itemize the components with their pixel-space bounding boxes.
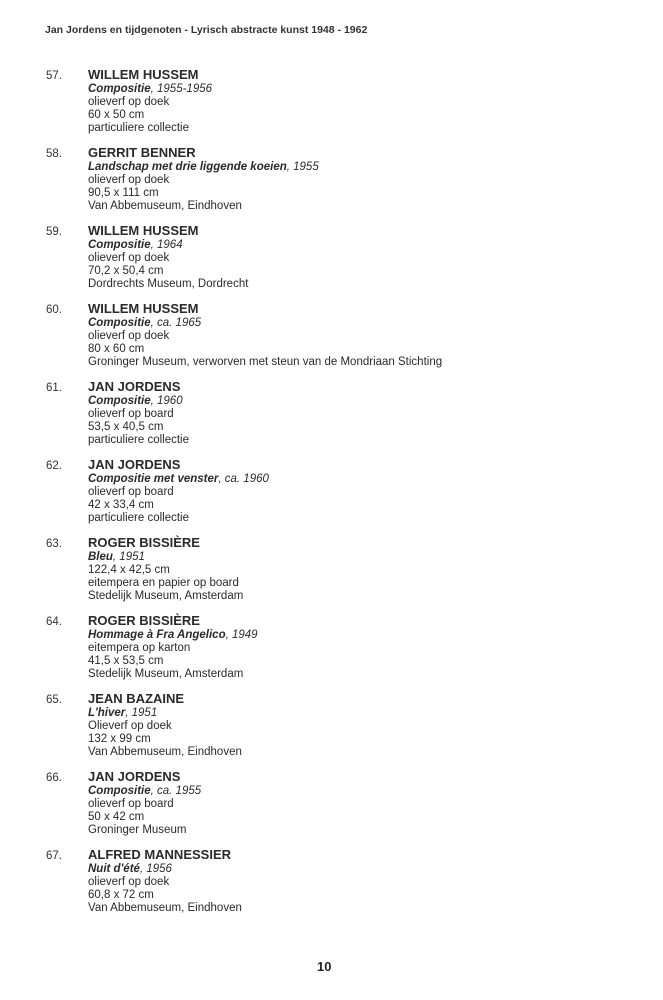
artwork-date: , ca. 1960 [218, 473, 269, 485]
artwork-detail: Stedelijk Museum, Amsterdam [88, 590, 244, 602]
entry-number: 58. [46, 148, 62, 160]
artwork-date: , 1955-1956 [150, 83, 213, 95]
catalogue-entry [0, 301, 663, 379]
entry-body [88, 379, 189, 447]
artwork-detail: Stedelijk Museum, Amsterdam [88, 668, 244, 680]
artwork-detail: olieverf op doek [88, 252, 170, 264]
page-header: Jan Jordens en tijdgenoten - Lyrisch abstracte kunst 1948 - 1962 [45, 24, 368, 36]
artwork-detail: Groninger Museum, verworven met steun van de Mondriaan Stichting [88, 356, 443, 368]
artwork-date: , 1956 [139, 863, 172, 875]
catalogue-entry [0, 379, 663, 457]
entry-number: 63. [46, 538, 62, 550]
artist-name: GERRIT BENNER [88, 145, 196, 160]
artwork-title: Compositie [88, 317, 151, 329]
entry-number: 62. [46, 460, 62, 472]
entry-body [88, 457, 269, 525]
artwork-detail: 60 x 50 cm [88, 109, 145, 121]
entry-body [88, 145, 319, 213]
artwork-detail: 50 x 42 cm [88, 811, 145, 823]
artwork-detail: particuliere collectie [88, 512, 189, 524]
artist-name: JEAN BAZAINE [88, 691, 185, 706]
artwork-detail: olieverf op doek [88, 96, 170, 108]
artwork-title-line [88, 863, 242, 876]
catalogue-entry [0, 223, 663, 301]
catalogue-entry [0, 535, 663, 613]
artwork-detail: Van Abbemuseum, Eindhoven [88, 746, 242, 758]
artwork-title: Compositie [88, 395, 151, 407]
entry-body [88, 67, 212, 135]
artwork-detail: particuliere collectie [88, 122, 189, 134]
artwork-detail: olieverf op board [88, 798, 174, 810]
artwork-detail: 41,5 x 53,5 cm [88, 655, 164, 667]
artwork-date: , 1964 [150, 239, 183, 251]
catalogue-entry [0, 457, 663, 535]
artwork-title: Hommage à Fra Angelico [88, 629, 226, 641]
artwork-title-line [88, 551, 243, 564]
artwork-detail: 80 x 60 cm [88, 343, 145, 355]
artwork-date: , 1960 [150, 395, 183, 407]
artwork-title: Bleu [88, 551, 113, 563]
artwork-title: Compositie [88, 239, 151, 251]
catalogue-entry [0, 145, 663, 223]
page-number: 10 [317, 959, 332, 974]
entry-number: 67. [46, 850, 62, 862]
entry-number: 66. [46, 772, 62, 784]
catalogue-entry [0, 613, 663, 691]
entry-number: 64. [46, 616, 62, 628]
artwork-title: L'hiver [88, 707, 126, 719]
artwork-title-line [88, 395, 189, 408]
artwork-detail: 122,4 x 42,5 cm [88, 564, 170, 576]
artwork-title: Compositie met venster [88, 473, 219, 485]
entry-number: 60. [46, 304, 62, 316]
artist-name: JAN JORDENS [88, 457, 181, 472]
artwork-title: Compositie [88, 83, 151, 95]
artist-name: ALFRED MANNESSIER [88, 847, 232, 862]
artwork-detail: Van Abbemuseum, Eindhoven [88, 902, 242, 914]
artwork-title-line [88, 239, 248, 252]
entry-body [88, 535, 243, 603]
artwork-date: , ca. 1965 [150, 317, 202, 329]
entry-body [88, 769, 201, 837]
catalogue-entry [0, 691, 663, 769]
artwork-detail: Groninger Museum [88, 824, 187, 836]
artwork-detail: eitempera op karton [88, 642, 191, 654]
artwork-title-line [88, 83, 212, 96]
catalogue-list [0, 67, 663, 925]
artwork-title-line [88, 785, 201, 798]
artwork-detail: olieverf op doek [88, 174, 170, 186]
artwork-detail: olieverf op board [88, 408, 174, 420]
artwork-date: , 1951 [125, 707, 158, 719]
artwork-date: , ca. 1955 [150, 785, 202, 797]
entry-number: 57. [46, 70, 62, 82]
entry-body [88, 613, 258, 681]
artwork-title-line [88, 707, 242, 720]
artwork-date: , 1949 [225, 629, 258, 641]
artwork-detail: 90,5 x 111 cm [88, 187, 159, 199]
artwork-title: Compositie [88, 785, 151, 797]
artwork-title: Nuit d'été [88, 863, 140, 875]
catalogue-entry [0, 847, 663, 925]
artist-name: WILLEM HUSSEM [88, 223, 199, 238]
artwork-detail: olieverf op doek [88, 876, 170, 888]
artwork-title-line [88, 161, 319, 174]
artwork-title-line [88, 473, 269, 486]
entry-number: 59. [46, 226, 62, 238]
entry-body [88, 301, 442, 369]
artwork-detail: 60,8 x 72 cm [88, 889, 154, 901]
artist-name: JAN JORDENS [88, 379, 181, 394]
artwork-detail: eitempera en papier op board [88, 577, 239, 589]
artist-name: WILLEM HUSSEM [88, 67, 199, 82]
artwork-date: , 1955 [286, 161, 319, 173]
artwork-detail: Dordrechts Museum, Dordrecht [88, 278, 249, 290]
entry-body [88, 223, 248, 291]
entry-body [88, 847, 242, 915]
artist-name: WILLEM HUSSEM [88, 301, 199, 316]
catalogue-entry [0, 769, 663, 847]
artwork-date: , 1951 [112, 551, 145, 563]
entry-number: 61. [46, 382, 62, 394]
artwork-detail: olieverf op doek [88, 330, 170, 342]
artwork-detail: 70,2 x 50,4 cm [88, 265, 164, 277]
artwork-detail: 42 x 33,4 cm [88, 499, 154, 511]
artist-name: ROGER BISSIÈRE [88, 535, 200, 550]
entry-body [88, 691, 242, 759]
artwork-detail: olieverf op board [88, 486, 174, 498]
artwork-detail: Olieverf op doek [88, 720, 172, 732]
artwork-detail: Van Abbemuseum, Eindhoven [88, 200, 242, 212]
artwork-detail: 53,5 x 40,5 cm [88, 421, 164, 433]
artwork-title: Landschap met drie liggende koeien [88, 161, 287, 173]
entry-number: 65. [46, 694, 62, 706]
artwork-detail: 132 x 99 cm [88, 733, 151, 745]
artist-name: JAN JORDENS [88, 769, 181, 784]
artwork-detail: particuliere collectie [88, 434, 189, 446]
artist-name: ROGER BISSIÈRE [88, 613, 200, 628]
artwork-title-line [88, 317, 442, 330]
artwork-title-line [88, 629, 258, 642]
catalogue-entry [0, 67, 663, 145]
